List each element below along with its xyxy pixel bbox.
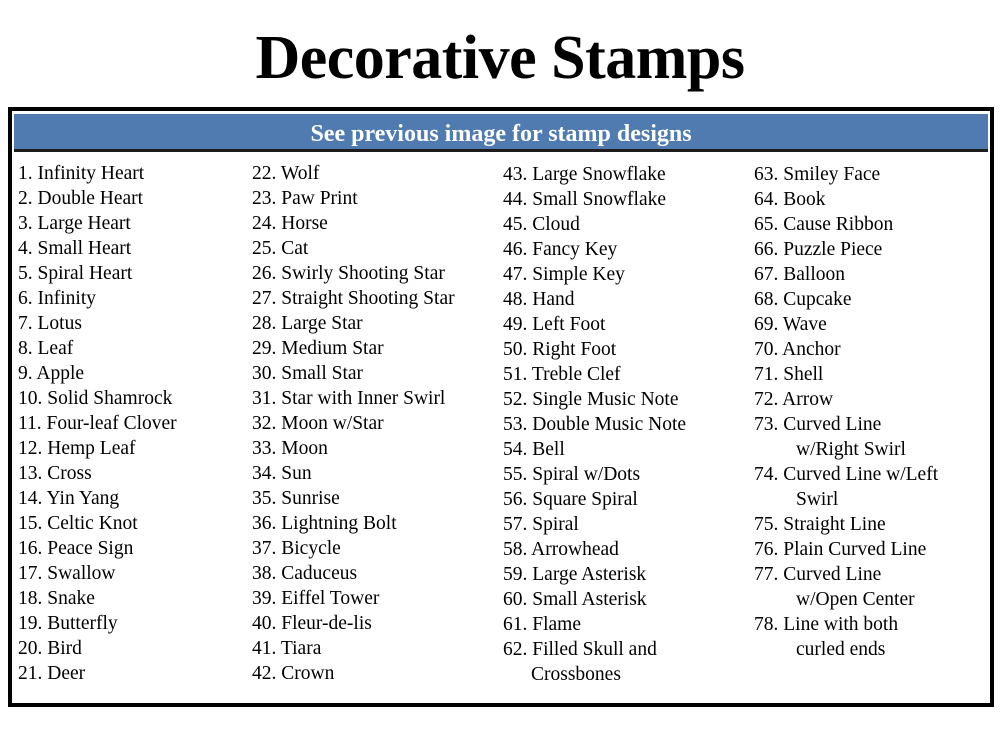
list-item: 38. Caduceus [252,563,358,584]
list-item: 15. Celtic Knot [18,513,138,534]
list-item: 22. Wolf [252,163,320,184]
list-item: 5. Spiral Heart [18,263,133,284]
list-item: 26. Swirly Shooting Star [252,263,445,284]
list-item: 8. Leaf [18,338,74,359]
list-item: 72. Arrow [754,389,834,410]
list-item: 35. Sunrise [252,488,340,509]
list-item: 30. Small Star [252,363,364,384]
list-item: 33. Moon [252,438,328,459]
list-item: 58. Arrowhead [503,539,619,560]
list-item: 48. Hand [503,289,575,310]
list-item: 34. Sun [252,463,312,484]
list-item: 4. Small Heart [18,238,132,259]
list-item: 7. Lotus [18,313,82,334]
list-item: 69. Wave [754,314,827,335]
list-item: 14. Yin Yang [18,488,120,509]
list-item: 17. Swallow [18,563,116,584]
list-item: 52. Single Music Note [503,389,679,410]
list-item-line: 73. Curved Line [754,414,882,435]
list-item: 59. Large Asterisk [503,564,647,585]
list-item: 3. Large Heart [18,213,131,234]
list-item: 45. Cloud [503,214,580,235]
list-item: 20. Bird [18,638,82,659]
page-title: Decorative Stamps [255,24,745,92]
list-item: 49. Left Foot [503,314,606,335]
list-item: 27. Straight Shooting Star [252,288,455,309]
list-item: 11. Four-leaf Clover [18,413,177,434]
list-item: 68. Cupcake [754,289,852,310]
list-item: 16. Peace Sign [18,538,134,559]
list-item: 25. Cat [252,238,309,259]
list-item: 6. Infinity [18,288,96,309]
list-item: 76. Plain Curved Line [754,539,927,560]
list-item [754,412,938,462]
list-item: 54. Bell [503,439,565,460]
list-item: 53. Double Music Note [503,414,687,435]
list-item: 57. Spiral [503,514,579,535]
list-column-1 [18,161,177,686]
list-item: 47. Simple Key [503,264,625,285]
list-item: 12. Hemp Leaf [18,438,136,459]
list-item: 2. Double Heart [18,188,144,209]
list-item: 71. Shell [754,364,824,385]
list-item: 29. Medium Star [252,338,384,359]
list-item-line: 74. Curved Line w/Left [754,464,939,485]
list-item-continuation: w/Right Swirl [796,439,906,460]
list-item: 64. Book [754,189,826,210]
list-item [754,462,938,512]
list-column-3 [503,162,686,687]
table-header: See previous image for stamp designs [14,114,988,152]
list-item: 46. Fancy Key [503,239,618,260]
list-item: 67. Balloon [754,264,845,285]
list-item: 13. Cross [18,463,92,484]
list-item: 56. Square Spiral [503,489,638,510]
list-item: 19. Butterfly [18,613,118,634]
list-item: 44. Small Snowflake [503,189,667,210]
list-item [754,562,938,612]
list-item-line: 77. Curved Line [754,564,882,585]
list-item: 31. Star with Inner Swirl [252,388,446,409]
list-item: 66. Puzzle Piece [754,239,883,260]
list-item: 28. Large Star [252,313,363,334]
list-item: 43. Large Snowflake [503,164,666,185]
list-item-continuation: curled ends [796,639,886,660]
list-item: 55. Spiral w/Dots [503,464,641,485]
list-item [503,637,686,687]
list-item: 60. Small Asterisk [503,589,647,610]
list-item-line: 78. Line with both [754,614,899,635]
list-item-continuation: w/Open Center [796,589,915,610]
list-item: 9. Apple [18,363,85,384]
list-item-line: 62. Filled Skull and [503,639,657,660]
list-item: 36. Lightning Bolt [252,513,397,534]
list-item: 10. Solid Shamrock [18,388,173,409]
list-item: 18. Snake [18,588,95,609]
list-item: 21. Deer [18,663,86,684]
list-column-4 [754,162,938,662]
list-item: 63. Smiley Face [754,164,881,185]
list-item-continuation: Crossbones [531,664,621,685]
list-item [754,612,938,662]
list-item-continuation: Swirl [796,489,839,510]
list-item: 41. Tiara [252,638,322,659]
list-item: 37. Bicycle [252,538,341,559]
list-item: 40. Fleur-de-lis [252,613,372,634]
list-item: 61. Flame [503,614,581,635]
list-item: 65. Cause Ribbon [754,214,894,235]
list-item: 42. Crown [252,663,335,684]
list-item: 1. Infinity Heart [18,163,145,184]
stamp-list-table [8,107,994,707]
list-column-2 [252,161,455,686]
list-item: 39. Eiffel Tower [252,588,380,609]
list-item: 70. Anchor [754,339,841,360]
list-item: 24. Horse [252,213,328,234]
list-item: 23. Paw Print [252,188,358,209]
list-item: 50. Right Foot [503,339,617,360]
list-item: 32. Moon w/Star [252,413,384,434]
list-item: 75. Straight Line [754,514,886,535]
list-item: 51. Treble Clef [503,364,621,385]
